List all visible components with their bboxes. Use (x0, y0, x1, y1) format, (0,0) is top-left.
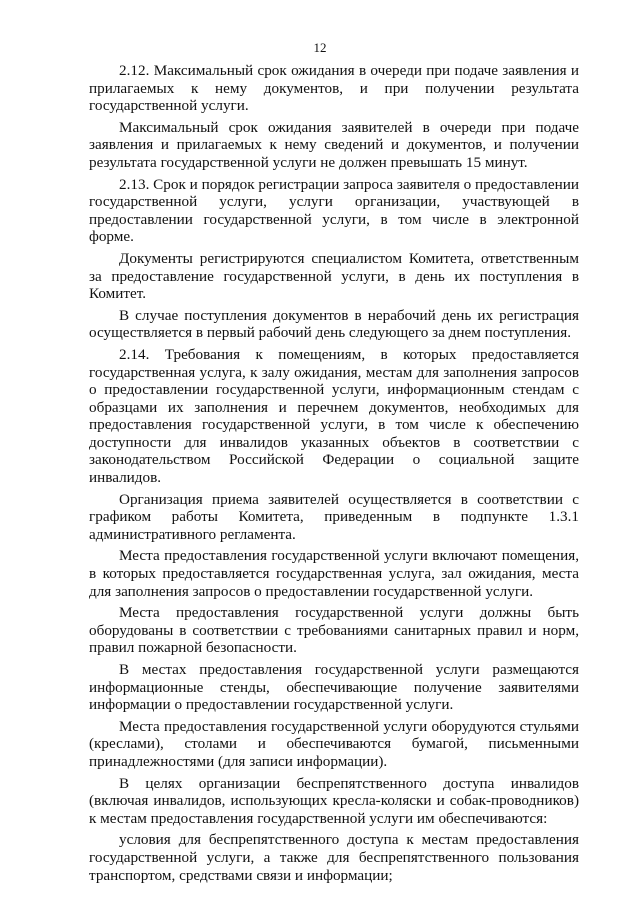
paragraph-2-14: 2.14. Требования к помещениям, в которых предоставляется государственная услуга, к залу ожидания, местам для заполнения запросов о предоставлении государственной услуги, информационным стендам с образцами их заполнения и перечнем документов, необходимых для предоставления государственной услуги, в том числе к обеспечению доступности для инвалидов указанных объектов в соответствии с законодательством Российской Федерации о социальной защите инвалидов. (89, 345, 579, 487)
paragraph-max-wait-time: Максимальный срок ожидания заявителей в очереди при подаче заявления и прилагаемых к нему сведений и документов, и получении результата государственной услуги не должен превышать 15 минут. (89, 118, 579, 171)
paragraph-sanitary-rules: Места предоставления государственной услуги должны быть оборудованы в соответствии с требованиями санитарных правил и норм, правил пожарной безопасности. (89, 604, 579, 657)
page-number: 12 (313, 40, 327, 55)
paragraph-reception-schedule: Организация приема заявителей осуществляется в соответствии с графиком работы Комитета, приведенным в подпункте 1.3.1 административного регламента. (89, 490, 579, 543)
paragraph-2-13: 2.13. Срок и порядок регистрации запроса заявителя о предоставлении государственной услуги, услуги организации, участвующей в предоставлении государственной услуги, в том числе в электронной форме. (89, 175, 579, 246)
paragraph-access-conditions: условия для беспрепятственного доступа к местам предоставления государственной услуги, а также для беспрепятственного пользования транспортом, средствами связи и информации; (89, 831, 579, 884)
document-body (89, 62, 579, 888)
paragraph-furniture: Места предоставления государственной услуги оборудуются стульями (креслами), столами и обеспечиваются бумагой, письменными принадлежностями (для записи информации). (89, 717, 579, 770)
paragraph-accessibility: В целях организации беспрепятственного доступа инвалидов (включая инвалидов, использующих кресла-коляски и собак-проводников) к местам предоставления государственной услуги им обеспечиваются: (89, 774, 579, 827)
paragraph-2-12: 2.12. Максимальный срок ожидания в очереди при подаче заявления и прилагаемых к нему документов, и при получении результата государственной услуги. (89, 62, 579, 115)
paragraph-registration: Документы регистрируются специалистом Комитета, ответственным за предоставление государственной услуги, в день их поступления в Комитет. (89, 249, 579, 303)
paragraph-info-stands: В местах предоставления государственной услуги размещаются информационные стенды, обеспечивающие получение заявителями информации о предоставлении государственной услуги. (89, 661, 579, 714)
paragraph-service-premises: Места предоставления государственной услуги включают помещения, в которых предоставляется государственная услуга, зал ожидания, места для заполнения запросов о предоставлении государственной услуги. (89, 547, 579, 600)
paragraph-nonworking-day: В случае поступления документов в нерабочий день их регистрация осуществляется в первый рабочий день следующего за днем поступления. (89, 306, 579, 342)
